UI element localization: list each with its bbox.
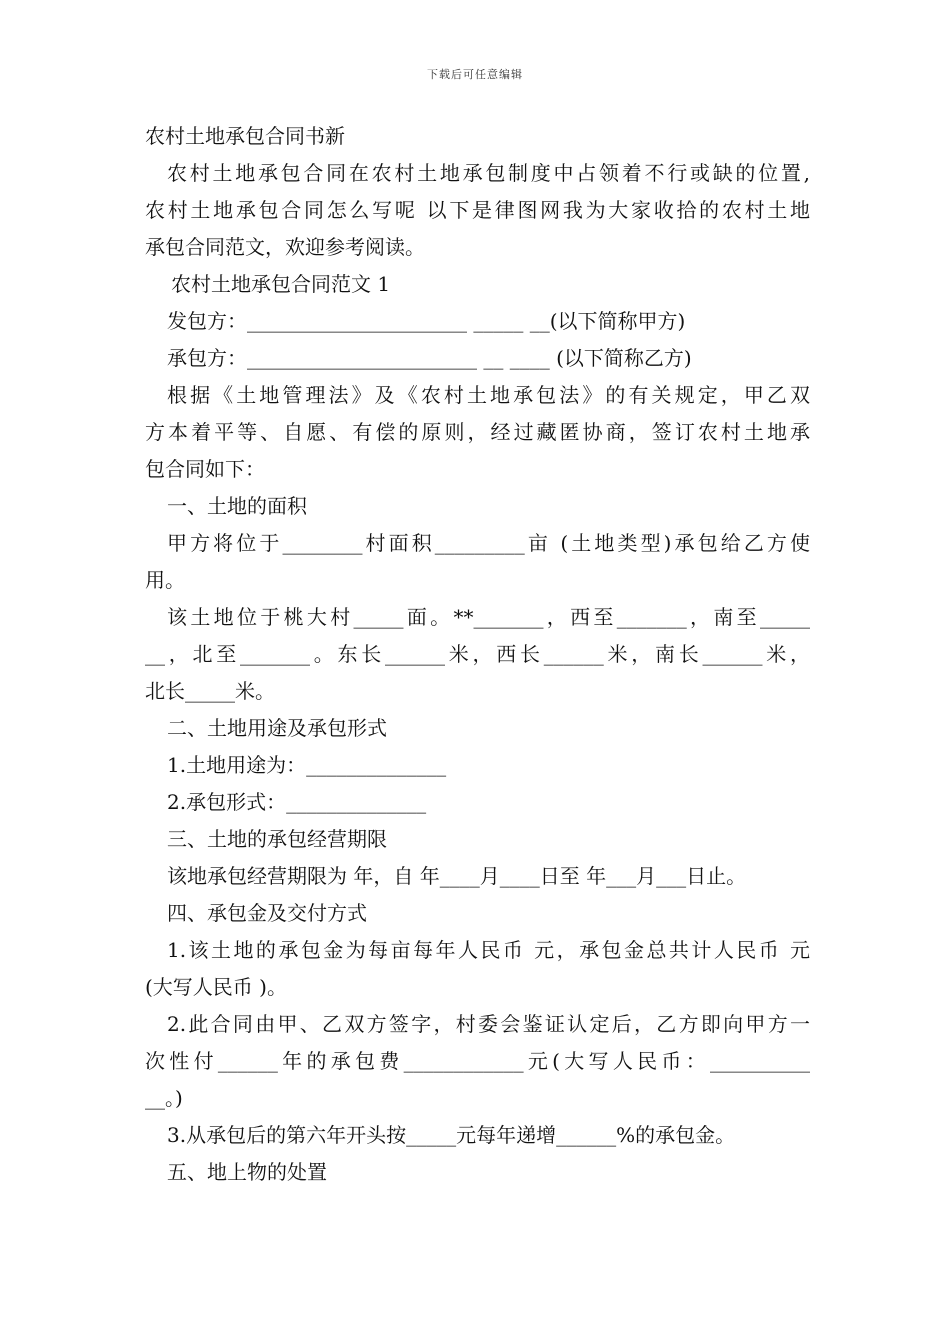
document-line: 根据《土地管理法》及《农村土地承包法》的有关规定，甲乙双	[167, 383, 810, 407]
document-line: 农村土地承包合同在农村土地承包制度中占领着不行或缺的位置,	[167, 161, 810, 185]
document-line: 五、地上物的处置	[167, 1160, 327, 1184]
document-line: 北长_____米。	[145, 679, 275, 703]
document-line: 2.此合同由甲、乙双方签字，村委会鉴证认定后，乙方即向甲方一	[167, 1012, 810, 1036]
document-line: 承包合同范文，欢迎参考阅读。	[145, 235, 425, 259]
document-line: __。)	[145, 1086, 183, 1110]
document-line: 该地承包经营期限为 年，自 年____月____日至 年___月___日止。	[167, 864, 747, 888]
document-line: 1.该土地的承包金为每亩每年人民币 元，承包金总共计人民币 元	[167, 938, 810, 962]
document-line: 四、承包金及交付方式	[167, 901, 367, 925]
document-line: 发包方：______________________ _____ __(以下简称甲方)	[167, 309, 686, 333]
document-body	[145, 118, 810, 1191]
document-line: (大写人民币 )。	[145, 975, 287, 999]
document-line: 3.从承包后的第六年开头按_____元每年递增______%的承包金。	[167, 1123, 736, 1147]
document-line: 用。	[145, 568, 185, 592]
document-line: 该土地位于桃大村_____面。**_______，西至_______，南至_____	[167, 605, 810, 629]
document-line: 甲方将位于________村面积_________亩 (土地类型)承包给乙方使	[167, 531, 810, 555]
document-line: 2.承包形式：______________	[167, 790, 427, 814]
document-line: 二、土地用途及承包形式	[167, 716, 387, 740]
page-header-note: 下载后可任意编辑	[427, 68, 523, 81]
document-line: 农村土地承包合同怎么写呢 以下是律图网我为大家收拾的农村土地	[145, 198, 810, 222]
document-line: 一、土地的面积	[167, 494, 307, 518]
document-line: __，北至_______。东长______米，西长______米，南长______米，	[145, 642, 810, 666]
document-line: 方本着平等、自愿、有偿的原则，经过藏匿协商，签订农村土地承	[145, 420, 810, 444]
document-line: 1.土地用途为：______________	[167, 753, 447, 777]
document-line: 包合同如下：	[145, 457, 265, 481]
document-line: 次性付______年的承包费____________元(大写人民币：__________	[145, 1049, 810, 1073]
document-line: 农村土地承包合同书新	[145, 124, 345, 148]
document-line: 三、土地的承包经营期限	[167, 827, 387, 851]
document-line: 承包方：_______________________ __ ____ (以下简称乙方)	[167, 346, 692, 370]
document-line: 农村土地承包合同范文 1	[171, 272, 391, 296]
